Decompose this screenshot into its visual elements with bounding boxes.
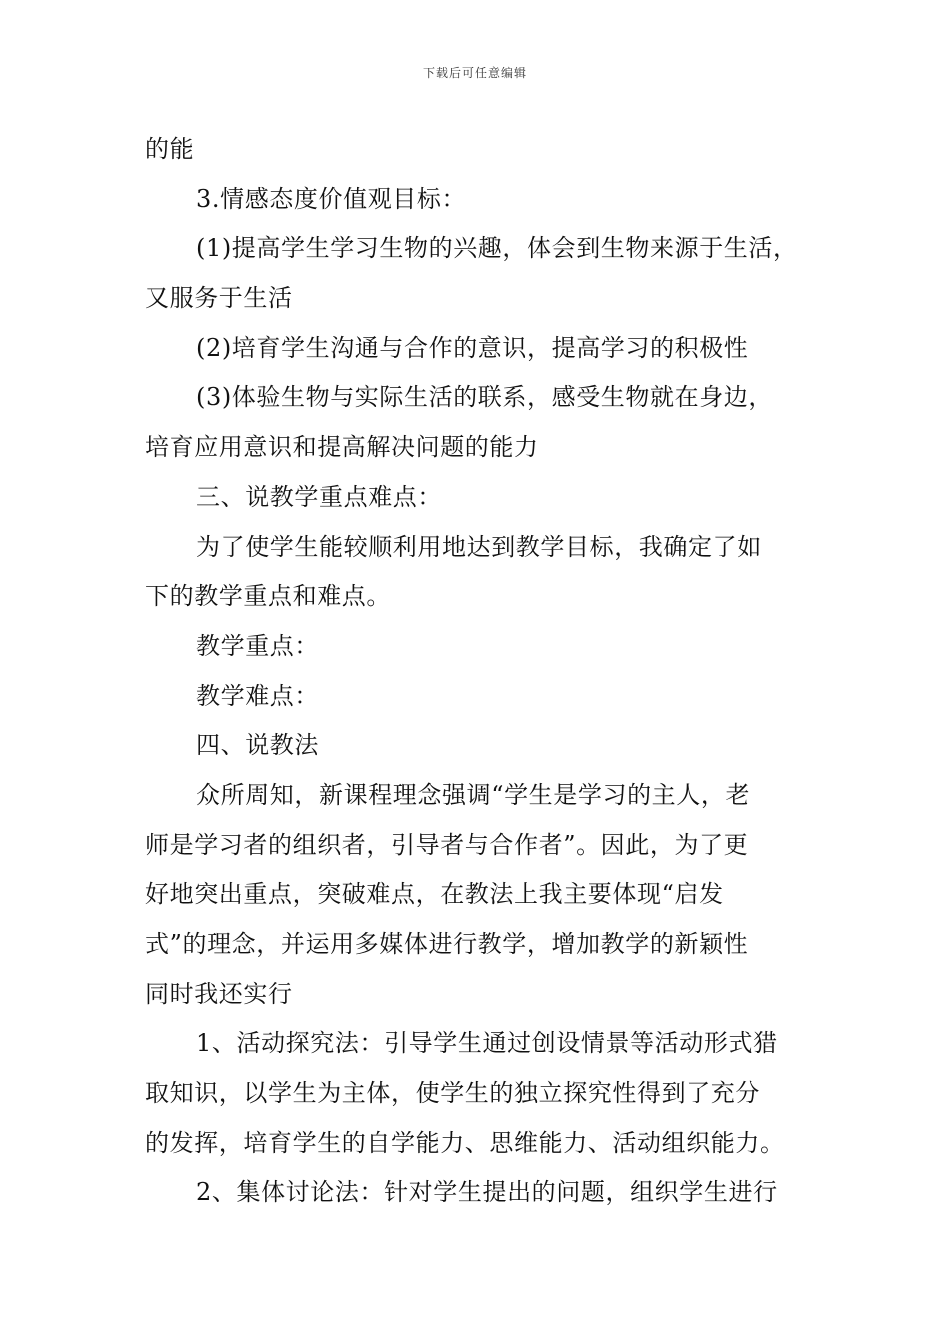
- text-line: (2)培育学生沟通与合作的意识，提高学习的积极性: [196, 333, 749, 362]
- text-line: 教学难点：: [196, 681, 319, 710]
- text-line: 的能: [145, 135, 195, 163]
- text-line: 下的教学重点和难点。: [145, 582, 391, 611]
- page-header: 下载后可任意编辑: [422, 66, 527, 80]
- section-heading: 三、说教学重点难点：: [196, 482, 442, 511]
- text-line: 2、集体讨论法：针对学生提出的问题，组织学生进行: [196, 1178, 778, 1207]
- text-line: 式”的理念，并运用多媒体进行教学，增加教学的新颖性: [145, 930, 749, 958]
- text-line: 3.情感态度价值观目标：: [196, 184, 467, 213]
- text-line: 的发挥，培育学生的自学能力、思维能力、活动组织能力。: [145, 1128, 785, 1157]
- document-body: [145, 125, 810, 1218]
- text-line: (1)提高学生学习生物的兴趣，体会到生物来源于生活，: [196, 234, 798, 263]
- text-line: 好地突出重点，突破难点，在教法上我主要体现“启发: [145, 880, 724, 909]
- text-line: 又服务于生活: [145, 284, 293, 313]
- text-line: 为了使学生能较顺利用地达到教学目标，我确定了如: [196, 532, 762, 561]
- text-line: 培育应用意识和提高解决问题的能力: [145, 433, 539, 462]
- text-line: 同时我还实行: [145, 979, 293, 1008]
- text-line: 教学重点：: [196, 631, 319, 660]
- text-line: 取知识，以学生为主体，使学生的独立探究性得到了充分: [145, 1079, 760, 1108]
- text-line: 1、活动探究法：引导学生通过创设情景等活动形式猎: [196, 1029, 778, 1058]
- text-line: 众所周知，新课程理念强调“学生是学习的主人，老: [196, 780, 751, 809]
- text-line: 师是学习者的组织者，引导者与合作者”。因此，为了更: [145, 830, 749, 859]
- text-line: (3)体验生物与实际生活的联系，感受生物就在身边，: [196, 383, 773, 412]
- section-heading: 四、说教法: [196, 731, 319, 760]
